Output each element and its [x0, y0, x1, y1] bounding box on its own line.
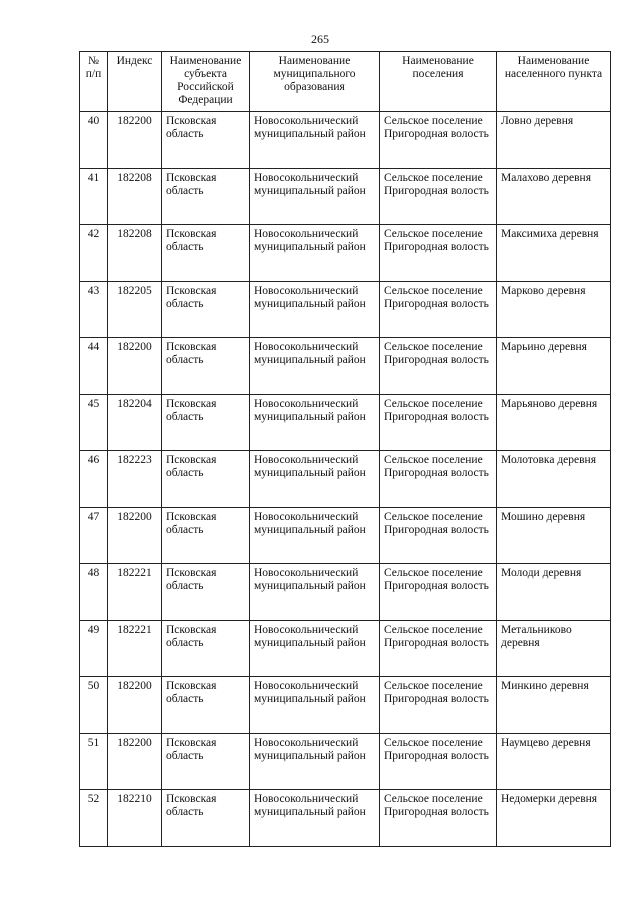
cell-number: 46: [80, 451, 108, 508]
cell-locality: Марьино деревня: [497, 338, 611, 395]
table-row: [80, 733, 611, 790]
cell-settlement: Сельское поселение Пригородная волость: [380, 507, 497, 564]
cell-subject: Псковская область: [162, 394, 250, 451]
header-number: № п/п: [80, 52, 108, 112]
cell-settlement: Сельское поселение Пригородная волость: [380, 338, 497, 395]
table-row: [80, 790, 611, 847]
cell-settlement: Сельское поселение Пригородная волость: [380, 677, 497, 734]
cell-number: 40: [80, 112, 108, 169]
cell-locality: Максимиха деревня: [497, 225, 611, 282]
cell-index: 182200: [108, 733, 162, 790]
cell-settlement: Сельское поселение Пригородная волость: [380, 790, 497, 847]
cell-subject: Псковская область: [162, 451, 250, 508]
cell-locality: Мошино деревня: [497, 507, 611, 564]
header-settlement: Наименование поселения: [380, 52, 497, 112]
cell-locality: Молотовка деревня: [497, 451, 611, 508]
cell-locality: Малахово деревня: [497, 168, 611, 225]
cell-settlement: Сельское поселение Пригородная волость: [380, 281, 497, 338]
cell-number: 47: [80, 507, 108, 564]
cell-settlement: Сельское поселение Пригородная волость: [380, 733, 497, 790]
settlements-table: [79, 51, 611, 847]
cell-subject: Псковская область: [162, 507, 250, 564]
header-locality: Наименование населенного пункта: [497, 52, 611, 112]
cell-municipality: Новосокольнический муниципальный район: [250, 225, 380, 282]
cell-index: 182200: [108, 112, 162, 169]
cell-number: 52: [80, 790, 108, 847]
cell-municipality: Новосокольнический муниципальный район: [250, 507, 380, 564]
cell-settlement: Сельское поселение Пригородная волость: [380, 564, 497, 621]
cell-number: 51: [80, 733, 108, 790]
cell-index: 182208: [108, 225, 162, 282]
cell-index: 182205: [108, 281, 162, 338]
cell-index: 182200: [108, 677, 162, 734]
table-row: [80, 620, 611, 677]
table-header: [80, 52, 611, 112]
table-row: [80, 677, 611, 734]
table-row: [80, 338, 611, 395]
cell-index: 182223: [108, 451, 162, 508]
header-index: Индекс: [108, 52, 162, 112]
cell-municipality: Новосокольнический муниципальный район: [250, 394, 380, 451]
page-number: 265: [311, 32, 329, 46]
cell-index: 182200: [108, 338, 162, 395]
cell-subject: Псковская область: [162, 564, 250, 621]
cell-municipality: Новосокольнический муниципальный район: [250, 564, 380, 621]
cell-index: 182221: [108, 564, 162, 621]
cell-subject: Псковская область: [162, 620, 250, 677]
cell-locality: Марково деревня: [497, 281, 611, 338]
cell-index: 182200: [108, 507, 162, 564]
cell-number: 50: [80, 677, 108, 734]
cell-locality: Ловно деревня: [497, 112, 611, 169]
cell-municipality: Новосокольнический муниципальный район: [250, 451, 380, 508]
cell-index: 182208: [108, 168, 162, 225]
cell-settlement: Сельское поселение Пригородная волость: [380, 225, 497, 282]
table-body: [80, 112, 611, 847]
cell-municipality: Новосокольнический муниципальный район: [250, 338, 380, 395]
cell-settlement: Сельское поселение Пригородная волость: [380, 168, 497, 225]
table-row: [80, 564, 611, 621]
cell-locality: Минкино деревня: [497, 677, 611, 734]
cell-number: 42: [80, 225, 108, 282]
cell-municipality: Новосокольнический муниципальный район: [250, 168, 380, 225]
cell-subject: Псковская область: [162, 112, 250, 169]
cell-subject: Псковская область: [162, 733, 250, 790]
cell-municipality: Новосокольнический муниципальный район: [250, 790, 380, 847]
cell-municipality: Новосокольнический муниципальный район: [250, 733, 380, 790]
header-municipality: Наименование муниципального образования: [250, 52, 380, 112]
table-row: [80, 225, 611, 282]
cell-settlement: Сельское поселение Пригородная волость: [380, 620, 497, 677]
table-row: [80, 168, 611, 225]
cell-index: 182221: [108, 620, 162, 677]
cell-municipality: Новосокольнический муниципальный район: [250, 281, 380, 338]
cell-subject: Псковская область: [162, 281, 250, 338]
cell-locality: Молоди деревня: [497, 564, 611, 621]
table-row: [80, 394, 611, 451]
cell-number: 48: [80, 564, 108, 621]
cell-locality: Метальниково деревня: [497, 620, 611, 677]
cell-municipality: Новосокольнический муниципальный район: [250, 677, 380, 734]
cell-subject: Псковская область: [162, 677, 250, 734]
cell-number: 45: [80, 394, 108, 451]
cell-number: 43: [80, 281, 108, 338]
cell-subject: Псковская область: [162, 790, 250, 847]
cell-number: 44: [80, 338, 108, 395]
cell-locality: Наумцево деревня: [497, 733, 611, 790]
cell-number: 49: [80, 620, 108, 677]
cell-municipality: Новосокольнический муниципальный район: [250, 620, 380, 677]
cell-settlement: Сельское поселение Пригородная волость: [380, 112, 497, 169]
header-subject: Наименование субъекта Российской Федерации: [162, 52, 250, 112]
cell-index: 182204: [108, 394, 162, 451]
table-row: [80, 507, 611, 564]
table-row: [80, 281, 611, 338]
cell-settlement: Сельское поселение Пригородная волость: [380, 394, 497, 451]
header-row: [80, 52, 611, 112]
cell-municipality: Новосокольнический муниципальный район: [250, 112, 380, 169]
cell-index: 182210: [108, 790, 162, 847]
cell-subject: Псковская область: [162, 225, 250, 282]
cell-subject: Псковская область: [162, 168, 250, 225]
cell-subject: Псковская область: [162, 338, 250, 395]
cell-number: 41: [80, 168, 108, 225]
cell-locality: Недомерки деревня: [497, 790, 611, 847]
table-row: [80, 112, 611, 169]
cell-settlement: Сельское поселение Пригородная волость: [380, 451, 497, 508]
table-row: [80, 451, 611, 508]
cell-locality: Марьяново деревня: [497, 394, 611, 451]
